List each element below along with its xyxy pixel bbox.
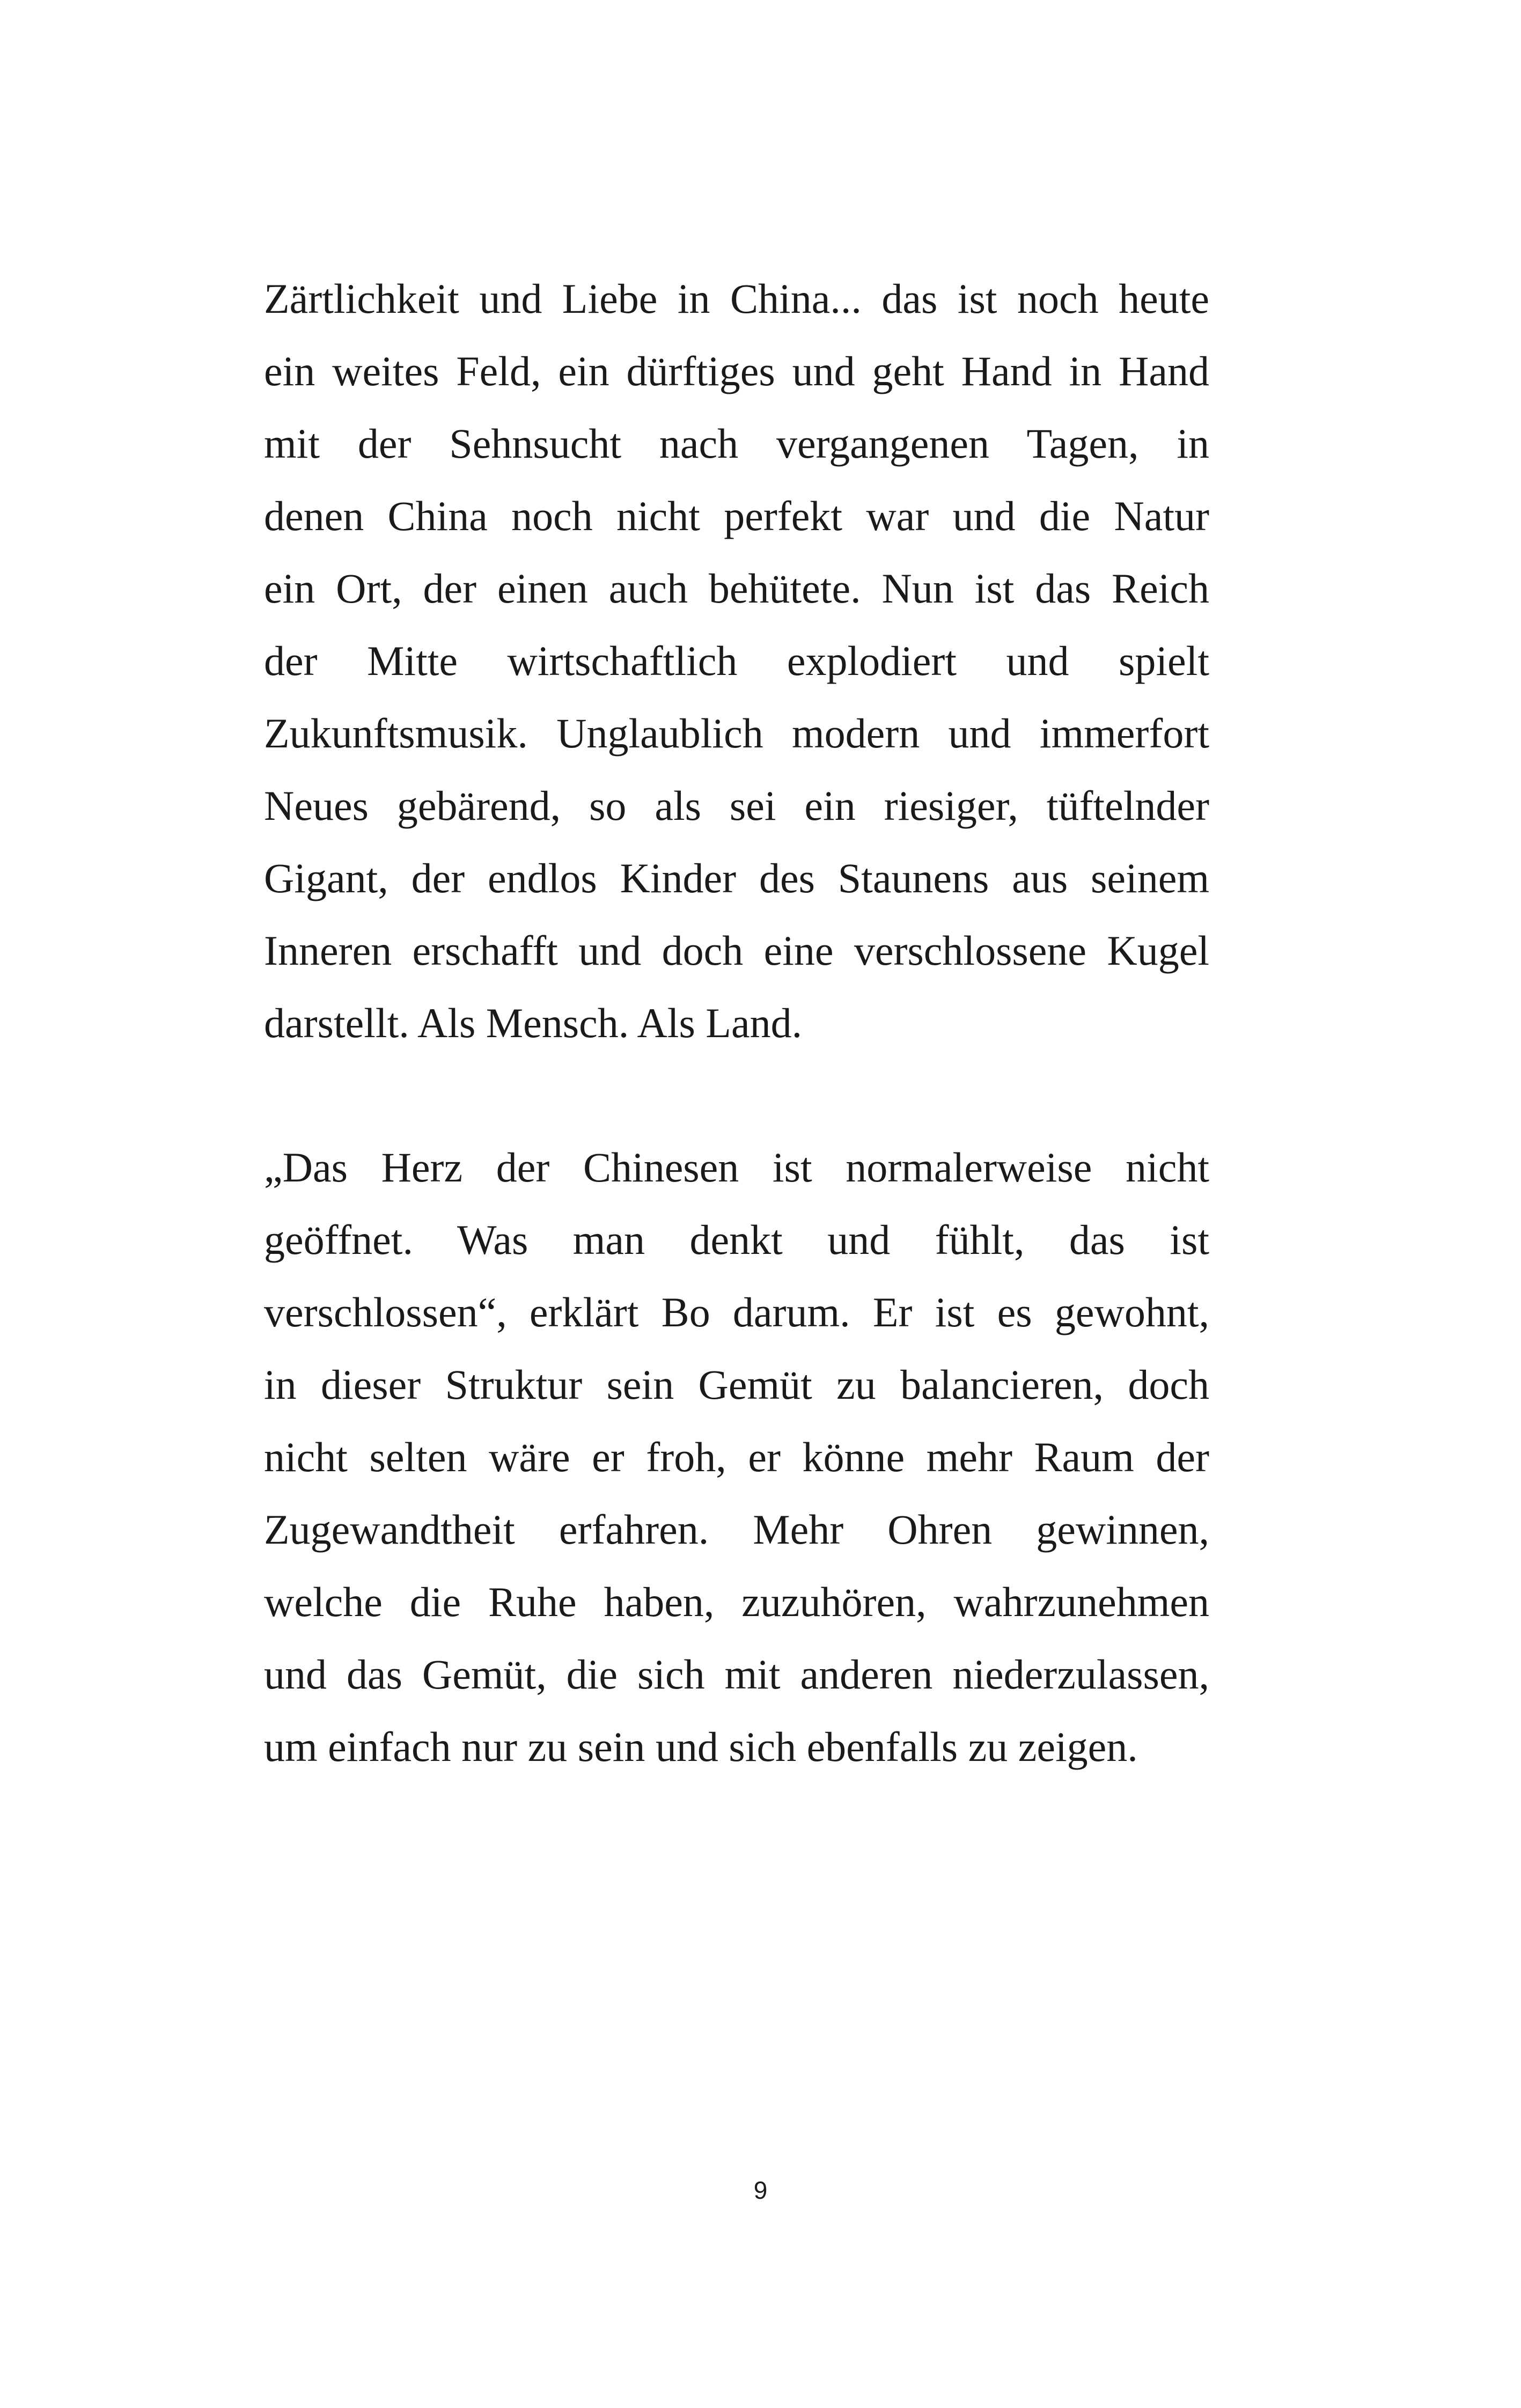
text-line: Zärtlichkeit und Liebe in China... das ist noch heute	[264, 275, 1209, 322]
text-line: geöffnet. Was man denkt und fühlt, das ist	[264, 1216, 1209, 1263]
text-line: mit der Sehnsucht nach vergangenen Tagen, in	[264, 420, 1209, 467]
text-line: in dieser Struktur sein Gemüt zu balancieren, doch	[264, 1361, 1209, 1408]
text-line: der Mitte wirtschaftlich explodiert und spielt	[264, 637, 1209, 684]
text-line: Neues gebärend, so als sei ein riesiger, tüftelnder	[264, 782, 1209, 829]
text-line: verschlossen“, erklärt Bo darum. Er ist es gewohnt,	[264, 1289, 1209, 1335]
text-line: nicht selten wäre er froh, er könne mehr Raum der	[264, 1434, 1209, 1480]
text-line: „Das Herz der Chinesen ist normalerweise nicht	[264, 1144, 1209, 1191]
text-line: Zukunftsmusik. Unglaublich modern und immerfort	[264, 710, 1209, 757]
paragraph-1	[264, 262, 1209, 1059]
text-line: denen China noch nicht perfekt war und die Natur	[264, 493, 1209, 539]
text-line: Gigant, der endlos Kinder des Staunens aus seinem	[264, 855, 1209, 901]
text-line: Zugewandtheit erfahren. Mehr Ohren gewinnen,	[264, 1506, 1209, 1553]
text-line: welche die Ruhe haben, zuzuhören, wahrzunehmen	[264, 1579, 1209, 1625]
text-line: Inneren erschafft und doch eine verschlossene Kugel	[264, 927, 1209, 974]
paragraph-2	[264, 1131, 1209, 1783]
text-line: um einfach nur zu sein und sich ebenfalls zu zeigen.	[264, 1723, 1138, 1770]
text-line: darstellt. Als Mensch. Als Land.	[264, 1000, 803, 1046]
page-number: 9	[753, 2176, 768, 2204]
text-line: ein weites Feld, ein dürftiges und geht Hand in Hand	[264, 348, 1209, 394]
text-line: ein Ort, der einen auch behütete. Nun ist das Reich	[264, 565, 1209, 612]
text-line: und das Gemüt, die sich mit anderen niederzulassen,	[264, 1651, 1209, 1698]
